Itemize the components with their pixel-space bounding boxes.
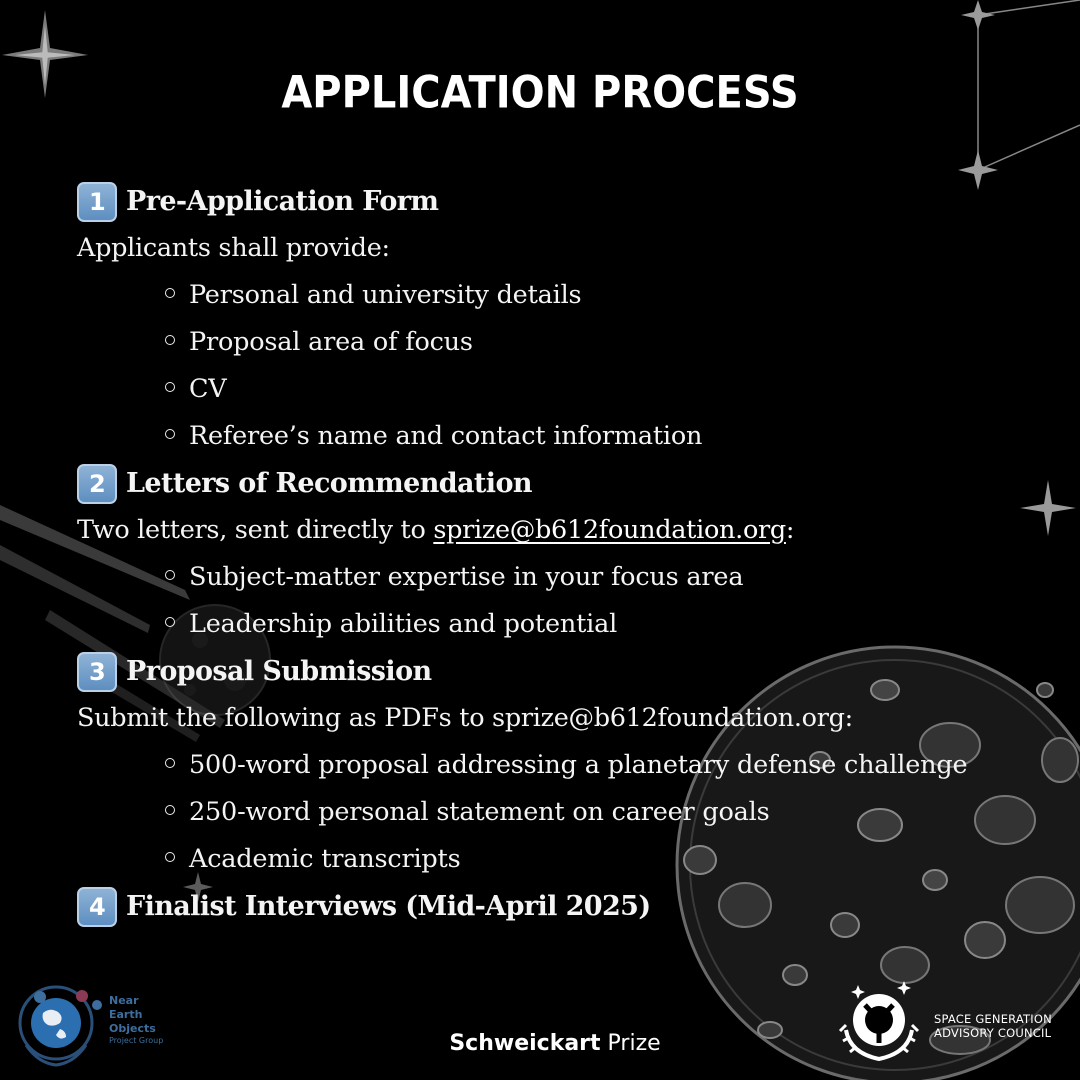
list-item: Proposal area of focus [77, 319, 1067, 366]
bullet-circle-icon [165, 758, 175, 768]
step-3-title: Proposal Submission [126, 656, 432, 687]
bullet-circle-icon [165, 429, 175, 439]
list-item: CV [77, 366, 1067, 413]
list-item: 500-word proposal addressing a planetary defense challenge [77, 742, 1067, 789]
application-steps [77, 178, 1067, 930]
sgac-emblem-icon [832, 975, 927, 1070]
list-item: Leadership abilities and potential [77, 601, 1067, 648]
list-item: Subject-matter expertise in your focus area [77, 554, 1067, 601]
step-3-heading [77, 648, 1067, 695]
keycap-3-icon: 3 [77, 652, 117, 692]
keycap-4-icon: 4 [77, 887, 117, 927]
step-2-intro: Two letters, sent directly to sprize@b612foundation.org: [77, 515, 795, 545]
bullet-circle-icon [165, 288, 175, 298]
list-item: Academic transcripts [77, 836, 1067, 883]
step-1-title: Pre-Application Form [126, 186, 439, 217]
step-4-heading [77, 883, 1067, 930]
bullet-circle-icon [165, 852, 175, 862]
step-2-heading [77, 460, 1067, 507]
bullet-circle-icon [165, 617, 175, 627]
list-item: Personal and university details [77, 272, 1067, 319]
prize-wordmark: Schweickart Prize [449, 1031, 661, 1056]
step-4-title: Finalist Interviews (Mid-April 2025) [126, 891, 651, 922]
list-item: Referee’s name and contact information [77, 413, 1067, 460]
sgac-name: SPACE GENERATION ADVISORY COUNCIL [934, 1012, 1052, 1040]
bullet-circle-icon [165, 335, 175, 345]
bullet-circle-icon [165, 805, 175, 815]
list-item: 250-word personal statement on career goals [77, 789, 1067, 836]
bullet-circle-icon [165, 570, 175, 580]
page-title: APPLICATION PROCESS [281, 67, 799, 119]
neo-group-name: Near Earth Objects Project Group [109, 994, 164, 1045]
step-3-intro: Submit the following as PDFs to sprize@b612foundation.org: [77, 703, 853, 733]
bullet-circle-icon [165, 382, 175, 392]
keycap-2-icon: 2 [77, 464, 117, 504]
step-1-heading [77, 178, 1067, 225]
step-1-intro: Applicants shall provide: [77, 233, 390, 263]
email-link[interactable]: sprize@b612foundation.org [433, 515, 786, 545]
keycap-1-icon: 1 [77, 182, 117, 222]
step-2-title: Letters of Recommendation [126, 468, 532, 499]
